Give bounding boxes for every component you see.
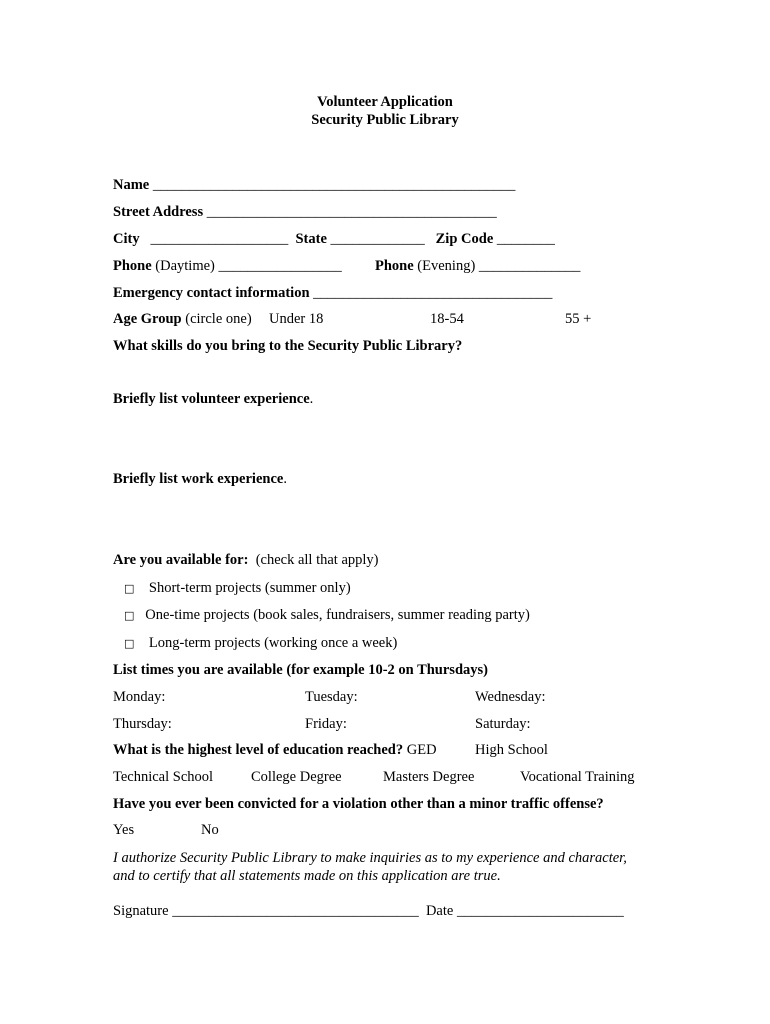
availability-label: Are you available for: [113,552,249,568]
education-option-vocational-training[interactable]: Vocational Training [520,769,635,785]
zip-field[interactable]: ________ [496,231,555,247]
availability-option-long-term[interactable] [124,635,397,652]
day-monday[interactable]: Monday: [113,689,166,705]
day-wednesday[interactable]: Wednesday: [475,689,546,705]
work-experience-question: Briefly list work experience [113,471,284,487]
street-label: Street Address [113,204,204,220]
phone-evening-hint: (Evening) [417,258,476,274]
signature-row [113,903,624,920]
city-field[interactable]: ___________________ [150,231,289,247]
age-group-label: Age Group [113,311,182,327]
availability-option-short-term[interactable] [124,580,351,597]
checkbox-icon[interactable]: □ [124,637,135,650]
work-experience-period: . [283,471,287,487]
skills-question: What skills do you bring to the Security Public Library? [113,338,463,354]
education-option-masters-degree[interactable]: Masters Degree [383,769,475,785]
street-field[interactable]: ________________________________________ [206,204,497,220]
volunteer-experience-period: . [309,391,314,407]
name-row [113,177,515,194]
age-group-row [113,311,252,328]
checkbox-icon[interactable]: □ [124,609,135,622]
city-label: City [113,231,140,247]
form-title: Volunteer Application [317,94,453,110]
education-option-high-school[interactable]: High School [475,742,548,758]
city-row [113,231,555,248]
day-friday[interactable]: Friday: [305,716,347,732]
authorization-line-1: I authorize Security Public Library to make inquiries as to my experience and character, [113,850,627,866]
emergency-row [113,285,552,302]
volunteer-experience-question: Briefly list volunteer experience [113,391,310,407]
street-row [113,204,497,221]
emergency-field[interactable]: _________________________________ [313,285,553,301]
authorization-line-2: and to certify that all statements made on this application are true. [113,868,501,884]
phone-evening-label: Phone [375,258,414,274]
checkbox-icon[interactable]: □ [124,582,135,595]
phone-daytime-label: Phone [113,258,152,274]
age-option-under-18[interactable]: Under 18 [269,311,324,327]
education-row [113,742,437,759]
name-field[interactable]: __________________________________________________ [152,177,516,193]
phone-daytime-field[interactable]: _________________ [218,258,342,274]
day-tuesday[interactable]: Tuesday: [305,689,358,705]
phone-evening-row [375,258,580,275]
conviction-no[interactable]: No [201,822,219,838]
conviction-yes[interactable]: Yes [113,822,135,838]
age-option-55-plus[interactable]: 55 + [565,311,592,327]
availability-option-label: One-time projects (book sales, fundraisers, summer reading party) [145,607,530,623]
date-field[interactable]: _______________________ [456,903,624,919]
conviction-question: Have you ever been convicted for a violation other than a minor traffic offense? [113,796,604,812]
availability-row [113,552,379,569]
day-thursday[interactable]: Thursday: [113,716,172,732]
volunteer-experience-row [113,391,313,408]
education-option-technical-school[interactable]: Technical School [113,769,214,785]
age-option-18-54[interactable]: 18-54 [430,311,464,327]
date-label: Date [425,903,454,919]
name-label: Name [113,177,150,193]
zip-label: Zip Code [435,231,494,247]
times-label: List times you are available (for example 10-2 on Thursdays) [113,662,488,678]
signature-label: Signature [113,903,169,919]
signature-field[interactable]: __________________________________ [172,903,419,919]
emergency-label: Emergency contact information [113,285,310,301]
education-label: What is the highest level of education reached? [113,742,404,758]
phone-daytime-hint: (Daytime) [155,258,215,274]
availability-hint: (check all that apply) [255,552,379,568]
education-option-college-degree[interactable]: College Degree [251,769,342,785]
work-experience-row [113,471,287,488]
phone-evening-field[interactable]: ______________ [478,258,581,274]
phone-daytime-row [113,258,342,275]
availability-option-label: Short-term projects (summer only) [148,580,351,596]
availability-option-one-time[interactable] [124,607,530,624]
day-saturday[interactable]: Saturday: [475,716,531,732]
state-field[interactable]: _____________ [330,231,425,247]
age-group-hint: (circle one) [185,311,252,327]
availability-option-label: Long-term projects (working once a week) [148,635,398,651]
state-label: State [295,231,327,247]
library-name: Security Public Library [311,112,459,128]
education-option-ged[interactable]: GED [406,742,437,758]
